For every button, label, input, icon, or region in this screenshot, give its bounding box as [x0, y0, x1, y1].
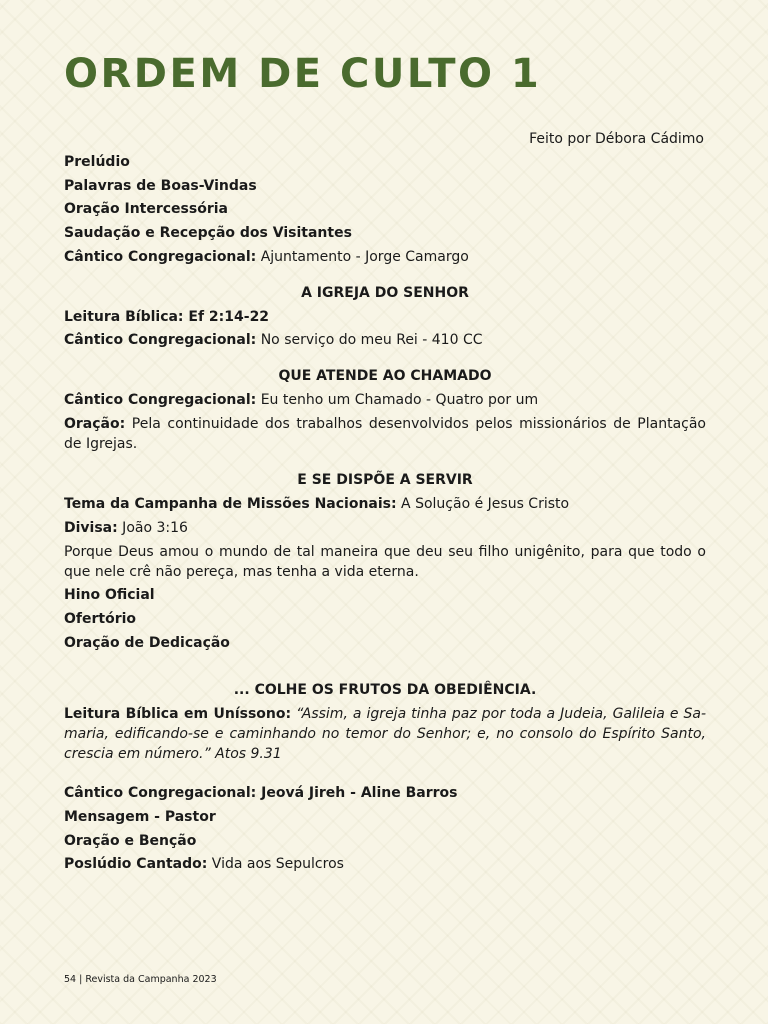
section-heading-chamado: QUE ATENDE AO CHAMADO — [278, 368, 492, 385]
item-label: Oração: — [64, 416, 126, 433]
item-saudacao: Saudação e Recepção dos Visitantes — [64, 225, 352, 242]
item-cantico-1 — [64, 247, 706, 267]
item-value: Eu tenho um Chamado - Quatro por um — [256, 392, 539, 409]
section-heading-igreja: A IGREJA DO SENHOR — [301, 284, 469, 301]
item-tema — [64, 494, 706, 514]
item-cantico-3 — [64, 390, 706, 410]
item-boas-vindas: Palavras de Boas-Vindas — [64, 177, 257, 194]
page — [64, 0, 706, 1024]
item-preludio: Prelúdio — [64, 154, 130, 170]
item-mensagem: Mensagem - Pastor — [64, 808, 216, 825]
item-leitura-unissono — [64, 704, 706, 764]
item-hino: Hino Oficial — [64, 587, 155, 604]
item-value: Ajuntamento - Jorge Camargo — [256, 248, 469, 265]
item-label: Poslúdio Cantado: — [64, 856, 208, 873]
item-label: Cântico Congregacional: — [64, 248, 257, 265]
item-label: Cântico Congregacional: — [64, 332, 257, 349]
item-value: Vida aos Sepulcros — [207, 856, 344, 873]
item-cantico-4: Cântico Congregacional: Jeová Jireh - Aline Barros — [64, 785, 458, 802]
item-ofertorio: Ofertório — [64, 610, 137, 627]
item-leitura-1: Leitura Bíblica: Ef 2:14-22 — [64, 308, 270, 325]
item-label: Divisa: — [64, 519, 118, 536]
order-of-service — [64, 152, 706, 878]
item-value: A Solução é Jesus Cristo — [396, 496, 570, 513]
section-heading-servir: E SE DISPÕE A SERVIR — [297, 472, 473, 489]
item-oracao-intercessoria: Oração Intercessória — [64, 201, 228, 218]
item-quote: “Assim, a igreja tinha paz por toda a Judeia, Galileia e Samaria, edificando-se e caminhando no temor do Senhor; e, no consolo do Espírito Santo, crescia em número.” Atos 9.31 — [64, 705, 706, 762]
item-divisa — [64, 518, 706, 538]
item-value: João 3:16 — [117, 519, 188, 536]
item-label: Leitura Bíblica em Uníssono: — [64, 705, 292, 722]
section-heading-frutos: ... COLHE OS FRUTOS DA OBEDIÊNCIA. — [233, 681, 537, 698]
page-footer: 54 | Revista da Campanha 2023 — [64, 974, 217, 985]
item-posludio — [64, 854, 706, 874]
item-oracao — [64, 414, 706, 454]
item-label: Cântico Congregacional: — [64, 392, 257, 409]
item-value: No serviço do meu Rei - 410 CC — [256, 332, 483, 349]
item-dedicacao: Oração de Dedicação — [64, 634, 230, 651]
item-versiculo: Porque Deus amou o mundo de tal maneira que deu seu filho unigênito, para que todo o que nele crê não pereça, mas tenha a vida eterna. — [64, 543, 706, 580]
item-value: Pela continuidade dos trabalhos desenvolvidos pelos missionários de Plantação de Igrejas. — [64, 416, 706, 453]
page-title: ORDEM DE CULTO 1 — [64, 51, 542, 97]
item-label: Tema da Campanha de Missões Nacionais: — [64, 496, 397, 513]
item-oracao-bencao: Oração e Benção — [64, 832, 197, 849]
item-cantico-2 — [64, 330, 706, 350]
author-credit: Feito por Débora Cádimo — [529, 131, 704, 147]
